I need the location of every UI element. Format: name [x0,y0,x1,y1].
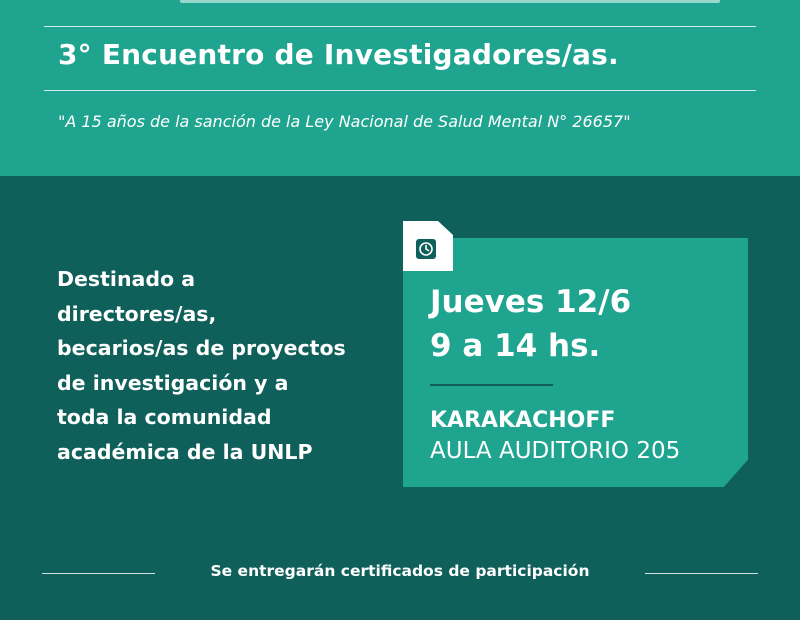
page-title: 3° Encuentro de Investigadores/as. [58,38,619,71]
audience-line: académica de la UNLP [57,439,313,464]
audience-text [57,262,397,469]
audience-line: directores/as, [57,301,217,326]
audience-line: becarios/as de proyectos [57,336,346,360]
certificate-note: Se entregarán certificados de participación [210,562,590,580]
event-day: Jueves 12/6 [430,284,632,320]
card-divider [430,384,553,386]
clock-icon [415,238,437,260]
event-room: AULA AUDITORIO 205 [430,438,681,464]
audience-line: Destinado a [57,267,196,291]
event-datetime [430,280,631,368]
event-place: KARAKACHOFF [430,408,616,433]
audience-line: toda la comunidad [57,405,272,429]
audience-line: de investigación y a [57,370,289,395]
footer-divider-right [645,573,758,574]
cropped-top-text [180,0,720,3]
subtitle-quote: "A 15 años de la sanción de la Ley Nacional de Salud Mental N° 26657" [58,112,631,131]
header-divider-top [44,26,756,27]
event-time: 9 a 14 hs. [430,328,601,364]
header-divider-bottom [44,90,756,91]
